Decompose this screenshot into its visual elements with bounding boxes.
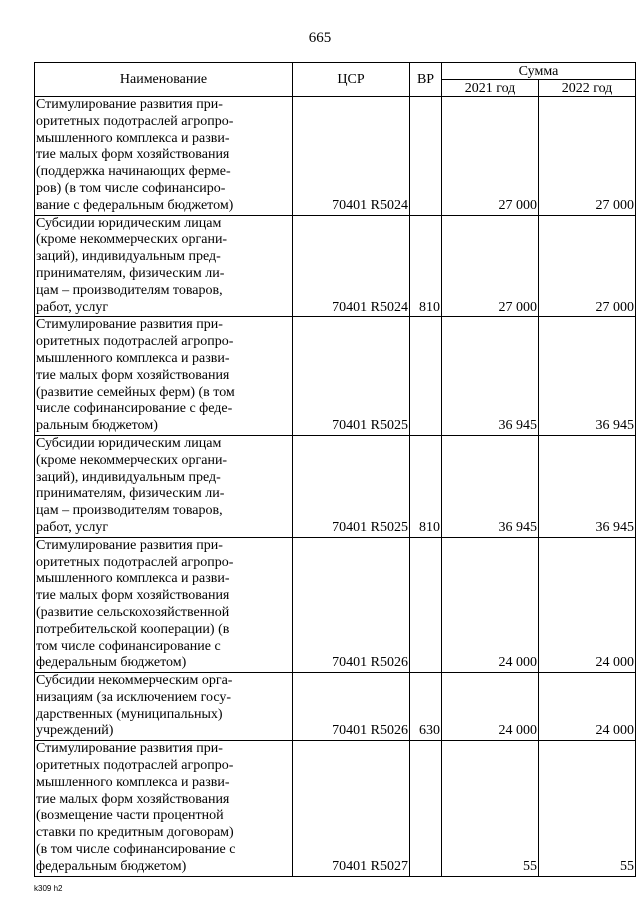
name-line: заций), индивидуальным пред-: [36, 469, 221, 485]
row-csr: 70401 R5024: [293, 97, 410, 216]
header-csr: ЦСР: [293, 63, 410, 97]
row-name: [35, 435, 293, 537]
name-line: ральным бюджетом): [36, 418, 158, 434]
name-line: (развитие семейных ферм) (в том: [36, 384, 235, 400]
name-line: (поддержка начинающих ферме-: [36, 164, 231, 180]
name-line: тие малых форм хозяйствования: [36, 147, 230, 163]
name-line: заций), индивидуальным пред-: [36, 249, 221, 265]
row-vr: 630: [410, 673, 442, 741]
budget-table: [34, 62, 636, 877]
header-year-2021: 2021 год: [442, 80, 539, 97]
name-line: Субсидии некоммерческим орга-: [36, 673, 233, 689]
name-line: тие малых форм хозяйствования: [36, 791, 230, 807]
name-line: числе софинансирование с феде-: [36, 401, 233, 417]
table-row: [35, 435, 636, 537]
name-line: (возмещение части процентной: [36, 808, 224, 824]
name-line: (кроме некоммерческих органи-: [36, 232, 228, 248]
table-row: [35, 97, 636, 216]
name-line: принимателям, физическим ли-: [36, 486, 225, 502]
name-line: том числе софинансирование с: [36, 638, 221, 654]
page-number: 665: [308, 30, 332, 46]
name-line: (в том числе софинансирование с: [36, 842, 236, 858]
row-amount-2021: 36 945: [442, 317, 539, 436]
name-line: учреждений): [36, 723, 114, 739]
row-amount-2021: 24 000: [442, 673, 539, 741]
row-amount-2021: 55: [442, 741, 539, 876]
row-csr: 70401 R5026: [293, 673, 410, 741]
name-line: принимателям, физическим ли-: [36, 265, 225, 281]
table-body: [35, 97, 636, 877]
name-line: тие малых форм хозяйствования: [36, 367, 230, 383]
row-vr: [410, 741, 442, 876]
name-line: цам – производителям товаров,: [36, 503, 223, 519]
row-amount-2022: 55: [539, 741, 636, 876]
table-row: [35, 537, 636, 672]
row-name: [35, 673, 293, 741]
name-line: работ, услуг: [36, 519, 109, 535]
name-line: оритетных подотраслей агропро-: [36, 113, 234, 129]
name-line: цам – производителям товаров,: [36, 282, 223, 298]
header-name: Наименование: [35, 63, 293, 97]
name-line: оритетных подотраслей агропро-: [36, 758, 234, 774]
row-amount-2022: 36 945: [539, 317, 636, 436]
name-line: тие малых форм хозяйствования: [36, 588, 230, 604]
row-vr: [410, 537, 442, 672]
table-row: [35, 215, 636, 317]
row-amount-2022: 24 000: [539, 673, 636, 741]
name-line: федеральным бюджетом): [36, 858, 187, 874]
name-line: мышленного комплекса и разви-: [36, 130, 230, 146]
table-row: [35, 741, 636, 876]
name-line: Стимулирование развития при-: [36, 741, 223, 757]
row-amount-2021: 27 000: [442, 215, 539, 317]
name-line: (развитие сельскохозяйственной: [36, 604, 230, 620]
name-line: Субсидии юридическим лицам: [36, 435, 222, 451]
header-year-2022: 2022 год: [539, 80, 636, 97]
name-line: Стимулирование развития при-: [36, 537, 223, 553]
row-csr: 70401 R5025: [293, 435, 410, 537]
name-line: ров) (в том числе софинансиро-: [36, 180, 226, 196]
name-line: мышленного комплекса и разви-: [36, 350, 230, 366]
row-amount-2022: 24 000: [539, 537, 636, 672]
row-name: [35, 537, 293, 672]
row-csr: 70401 R5025: [293, 317, 410, 436]
name-line: мышленного комплекса и разви-: [36, 571, 230, 587]
row-amount-2022: 27 000: [539, 215, 636, 317]
table-row: [35, 317, 636, 436]
name-line: дарственных (муниципальных): [36, 706, 223, 722]
name-line: вание с федеральным бюджетом): [36, 197, 234, 213]
name-line: ставки по кредитным договорам): [36, 825, 234, 841]
row-name: [35, 317, 293, 436]
row-amount-2022: 36 945: [539, 435, 636, 537]
row-amount-2022: 27 000: [539, 97, 636, 216]
name-line: низациям (за исключением госу-: [36, 689, 232, 705]
name-line: оритетных подотраслей агропро-: [36, 554, 234, 570]
row-csr: 70401 R5026: [293, 537, 410, 672]
row-vr: [410, 97, 442, 216]
name-line: оритетных подотраслей агропро-: [36, 334, 234, 350]
name-line: потребительской кооперации) (в: [36, 621, 230, 637]
name-line: (кроме некоммерческих органи-: [36, 452, 228, 468]
row-vr: 810: [410, 435, 442, 537]
name-line: Стимулирование развития при-: [36, 97, 223, 112]
row-name: [35, 215, 293, 317]
row-name: [35, 97, 293, 216]
name-line: Субсидии юридическим лицам: [36, 215, 222, 231]
name-line: мышленного комплекса и разви-: [36, 774, 230, 790]
header-sum: Сумма: [442, 63, 636, 80]
name-line: работ, услуг: [36, 299, 109, 315]
row-amount-2021: 24 000: [442, 537, 539, 672]
row-amount-2021: 27 000: [442, 97, 539, 216]
row-amount-2021: 36 945: [442, 435, 539, 537]
header-vr: ВР: [410, 63, 442, 97]
row-vr: 810: [410, 215, 442, 317]
row-name: [35, 741, 293, 876]
row-csr: 70401 R5027: [293, 741, 410, 876]
row-vr: [410, 317, 442, 436]
name-line: Стимулирование развития при-: [36, 317, 223, 333]
row-csr: 70401 R5024: [293, 215, 410, 317]
table-row: [35, 673, 636, 741]
name-line: федеральным бюджетом): [36, 655, 187, 671]
footer-code: k309 h2: [34, 884, 63, 893]
